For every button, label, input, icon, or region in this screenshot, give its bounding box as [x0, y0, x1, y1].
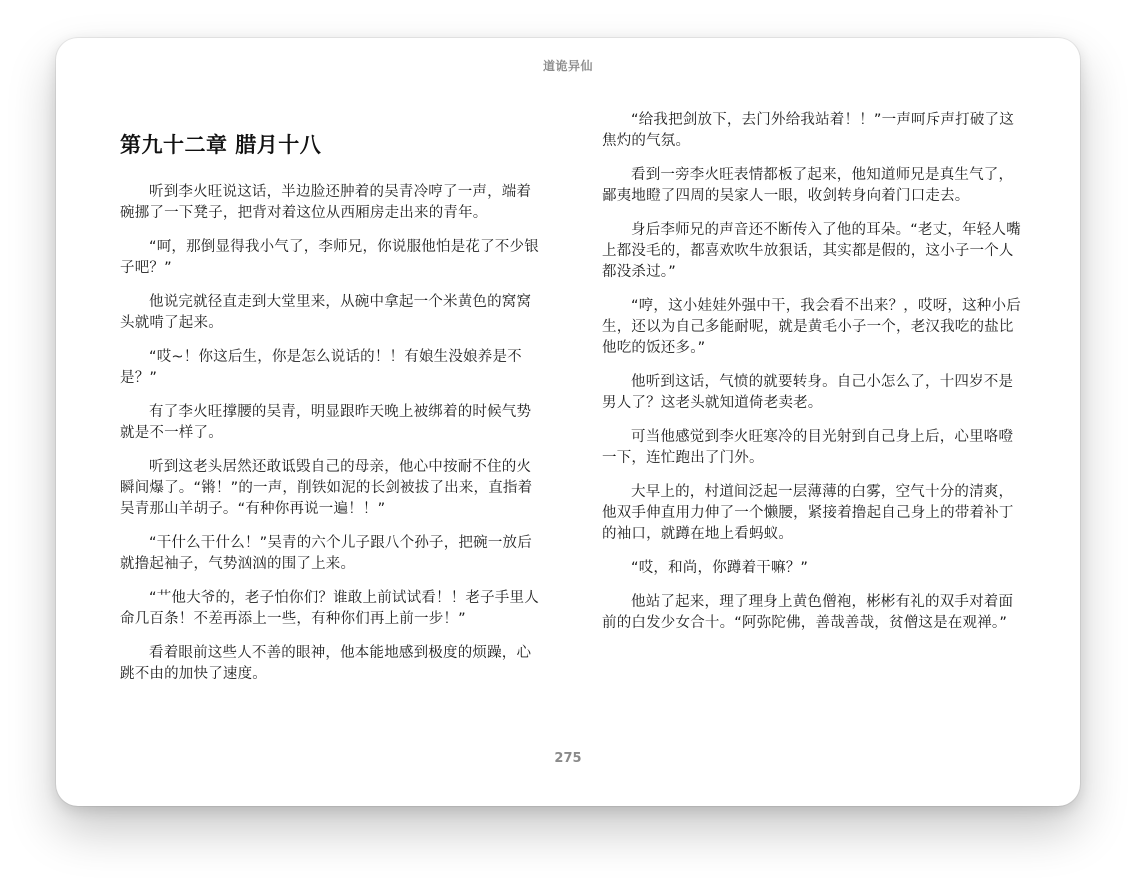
right-paragraph-6: 可当他感觉到李火旺寒冷的目光射到自己身上后，心里咯噔一下，连忙跑出了门外。 — [602, 429, 1014, 466]
book-title: 道诡异仙 — [542, 59, 593, 73]
reader-window — [56, 38, 1080, 806]
left-paragraph-5: 有了李火旺撑腰的吴青，明显跟昨天晚上被绑着的时候气势就是不一样了。 — [120, 404, 532, 441]
chapter-title: 第九十二章 腊月十八 — [120, 133, 322, 157]
right-paragraph-7: 大早上的，村道间泛起一层薄薄的白雾，空气十分的清爽，他双手伸直用力伸了一个懒腰，紧接着撸起自己身上的带着补丁的袖口，就蹲在地上看蚂蚁。 — [602, 484, 1014, 542]
left-paragraph-2: “呵，那倒显得我小气了，李师兄，你说服他怕是花了不少银子吧？” — [120, 239, 539, 276]
left-paragraph-9: 看着眼前这些人不善的眼神，他本能地感到极度的烦躁，心跳不由的加快了速度。 — [120, 645, 532, 682]
right-paragraph-1: “给我把剑放下，去门外给我站着！！”一声呵斥声打破了这焦灼的气氛。 — [602, 112, 1014, 149]
left-paragraph-7: “干什么干什么！”吴青的六个儿子跟八个孙子，把碗一放后就撸起袖子，气势汹汹的围了上来。 — [120, 535, 532, 572]
left-paragraph-6: 听到这老头居然还敢诋毁自己的母亲，他心中按耐不住的火瞬间爆了。“锵！”的一声，削铁如泥的长剑被拔了出来，直指着吴青那山羊胡子。“有种你再说一遍！！” — [120, 459, 533, 517]
right-paragraph-2: 看到一旁李火旺表情都板了起来，他知道师兄是真生气了，鄙夷地瞪了四周的吴家人一眼，收剑转身向着门口走去。 — [602, 167, 1014, 204]
right-paragraph-3: 身后李师兄的声音还不断传入了他的耳朵。“老丈，年轻人嘴上都没毛的，都喜欢吹牛放狠话，其实都是假的，这小子一个人都没杀过。” — [602, 222, 1021, 280]
right-paragraph-4: “哼，这小娃娃外强中干，我会看不出来？，哎呀，这种小后生，还以为自己多能耐呢，就是黄毛小子一个，老汉我吃的盐比他吃的饭还多。” — [602, 298, 1021, 356]
right-paragraph-8: “哎，和尚，你蹲着干嘛？” — [631, 560, 809, 576]
left-paragraph-1: 听到李火旺说这话，半边脸还肿着的吴青冷哼了一声，端着碗挪了一下凳子，把背对着这位从西厢房走出来的青年。 — [120, 184, 532, 221]
left-paragraph-8: “艹他大爷的，老子怕你们？谁敢上前试试看！！老子手里人命几百条！不差再添上一些，有种你们再上前一步！” — [120, 590, 539, 627]
left-page — [120, 130, 540, 698]
left-paragraph-4: “哎~！你这后生，你是怎么说话的！！有娘生没娘养是不是？” — [120, 349, 522, 386]
page-number: 275 — [554, 751, 582, 766]
right-page — [602, 110, 1022, 647]
left-paragraph-3: 他说完就径直走到大堂里来，从碗中拿起一个米黄色的窝窝头就啃了起来。 — [120, 294, 532, 331]
right-paragraph-9: 他站了起来，理了理身上黄色僧袍，彬彬有礼的双手对着面前的白发少女合十。“阿弥陀佛，善哉善哉，贫僧这是在观禅。” — [602, 594, 1014, 631]
right-paragraph-5: 他听到这话，气愤的就要转身。自己小怎么了，十四岁不是男人了？这老头就知道倚老卖老。 — [602, 374, 1014, 411]
